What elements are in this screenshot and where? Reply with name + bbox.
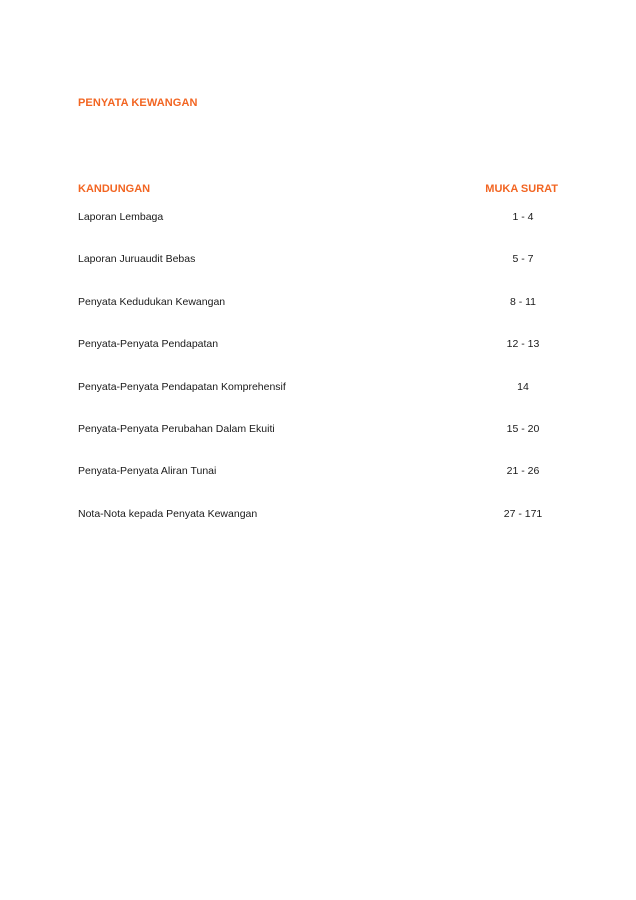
toc-entry-label: Nota-Nota kepada Penyata Kewangan: [78, 507, 258, 520]
toc-entry-label: Penyata-Penyata Pendapatan Komprehensif: [78, 380, 286, 393]
toc-entry-pages: 8 - 11: [509, 295, 537, 308]
toc-header-page: MUKA SURAT: [485, 183, 558, 195]
document-title: PENYATA KEWANGAN: [78, 97, 198, 109]
toc-row: [78, 296, 558, 338]
toc-entry-pages: 12 - 13: [506, 338, 540, 351]
toc-entry-pages: 21 - 26: [506, 465, 540, 478]
toc-row: [78, 423, 558, 465]
toc-header-contents: KANDUNGAN: [78, 183, 151, 195]
toc-row: [78, 338, 558, 380]
toc-entry-label: Penyata-Penyata Aliran Tunai: [78, 465, 217, 478]
toc-entry-label: Penyata-Penyata Perubahan Dalam Ekuiti: [78, 422, 275, 435]
toc-entry-pages: 5 - 7: [512, 253, 534, 266]
toc-row: [78, 211, 558, 253]
toc-header: [78, 183, 558, 197]
toc-row: [78, 508, 558, 550]
toc-row: [78, 465, 558, 507]
toc-entry-pages: 15 - 20: [506, 422, 540, 435]
toc-entry-pages: 1 - 4: [512, 211, 534, 223]
toc-entry-label: Penyata-Penyata Pendapatan: [78, 338, 219, 351]
toc-row: [78, 381, 558, 423]
toc-entry-pages: 14: [517, 380, 529, 393]
toc-entry-label: Laporan Juruaudit Bebas: [78, 253, 196, 266]
toc-entry-label: Laporan Lembaga: [78, 211, 164, 223]
toc-row: [78, 253, 558, 295]
toc-entry-label: Penyata Kedudukan Kewangan: [78, 295, 226, 308]
toc-entry-pages: 27 - 171: [503, 507, 543, 520]
toc-list: [78, 211, 558, 550]
